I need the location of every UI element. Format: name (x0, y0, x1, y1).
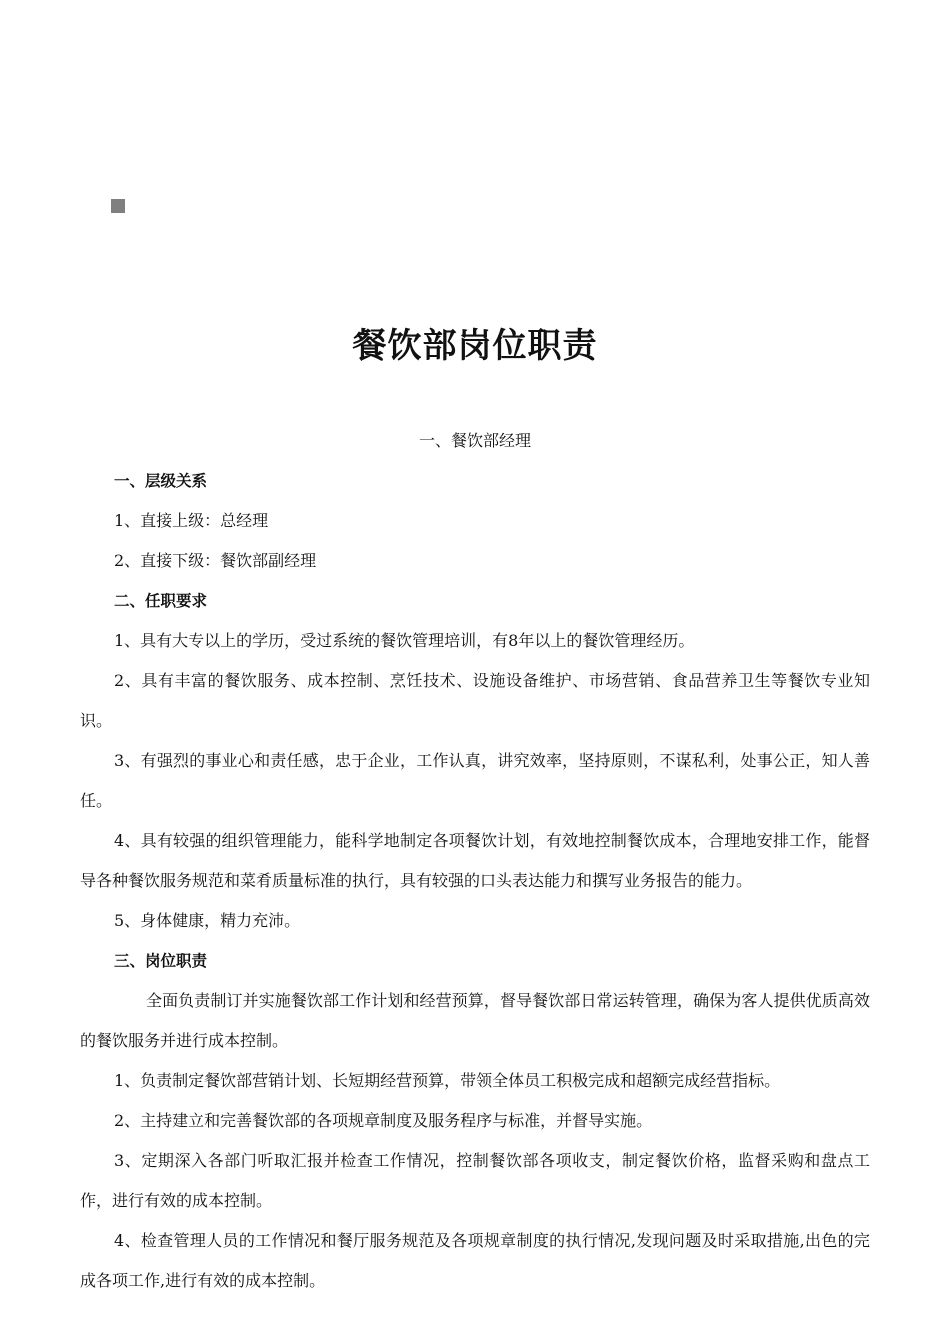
list-item: 5、身体健康，精力充沛。 (114, 911, 301, 930)
heading-requirements: 二、任职要求 (114, 592, 208, 610)
bullet-square-icon (111, 199, 125, 213)
heading-duties: 三、岗位职责 (114, 952, 208, 970)
list-item: 4、具有较强的组织管理能力，能科学地制定各项餐饮计划，有效地控制餐饮成本，合理地安排工作，能督导各种餐饮服务规范和菜肴质量标准的执行，具有较强的口头表达能力和撰写业务报告的能力。 (80, 831, 870, 890)
list-item: 3、定期深入各部门听取汇报并检查工作情况，控制餐饮部各项收支，制定餐饮价格，监督采购和盘点工作，进行有效的成本控制。 (80, 1151, 870, 1210)
list-item: 2、具有丰富的餐饮服务、成本控制、烹饪技术、设施设备维护、市场营销、食品营养卫生等餐饮专业知识。 (80, 671, 870, 730)
document-body (80, 421, 870, 1301)
list-item: 2、主持建立和完善餐饮部的各项规章制度及服务程序与标准，并督导实施。 (114, 1111, 653, 1130)
section-title: 一、餐饮部经理 (418, 431, 531, 450)
duties-intro: 全面负责制订并实施餐饮部工作计划和经营预算，督导餐饮部日常运转管理，确保为客人提供优质高效的餐饮服务并进行成本控制。 (80, 991, 870, 1050)
list-item: 2、直接下级：餐饮部副经理 (114, 551, 317, 570)
list-item: 1、具有大专以上的学历，受过系统的餐饮管理培训，有8年以上的餐饮管理经历。 (114, 631, 695, 650)
list-item: 3、有强烈的事业心和责任感，忠于企业，工作认真，讲究效率，坚持原则，不谋私利，处事公正，知人善任。 (80, 751, 870, 810)
document-title: 餐饮部岗位职责 (352, 326, 598, 366)
list-item: 1、直接上级：总经理 (114, 511, 269, 530)
list-item: 1、负责制定餐饮部营销计划、长短期经营预算，带领全体员工积极完成和超额完成经营指标。 (114, 1071, 781, 1090)
heading-hierarchy: 一、层级关系 (114, 472, 208, 490)
list-item: 4、检查管理人员的工作情况和餐厅服务规范及各项规章制度的执行情况,发现问题及时采取措施,出色的完成各项工作,进行有效的成本控制。 (80, 1231, 870, 1290)
